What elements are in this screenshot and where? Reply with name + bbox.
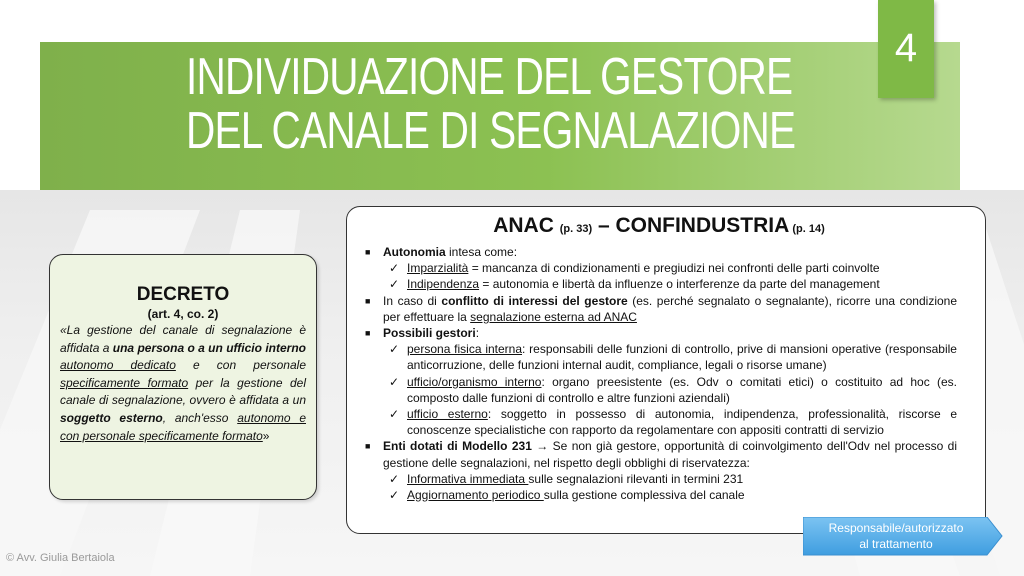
anac-title-main: ANAC	[493, 214, 560, 237]
item-text: intesa come:	[445, 245, 518, 259]
list-item	[361, 276, 957, 292]
callout-line-1: Responsabile/autorizzato	[828, 521, 964, 535]
anac-title-page: (p. 14)	[789, 223, 825, 235]
list-item	[361, 438, 957, 470]
check-icon: ✓	[389, 277, 400, 292]
title-line-2: DEL CANALE DI SEGNALAZIONE	[186, 102, 796, 160]
item-text: : organo preesistente (es. Odv o comitati etici) o costituito ad hoc (es. composto dalle funzioni di controllo e altre funzioni aziendali)	[407, 374, 957, 405]
quote-text: e con personale	[175, 358, 306, 373]
list-item	[361, 487, 957, 503]
item-text: = autonomia e libertà da influenze o interferenze da parte del management	[479, 277, 880, 292]
page-number-badge: 4	[878, 0, 934, 98]
decreto-box	[49, 254, 317, 500]
callout-arrow	[803, 517, 1003, 557]
anac-title-page: (p. 33)	[559, 223, 593, 235]
item-bold: Possibili gestori	[383, 326, 476, 341]
copyright-notice: © Avv. Giulia Bertaiola	[6, 552, 115, 564]
item-underlined: Imparzialità	[407, 261, 469, 276]
list-item	[361, 260, 957, 276]
quote-text: «La gestione del canale di segnalazione è affidata a	[60, 323, 306, 355]
item-text: = mancanza di condizionamenti e pregiudizi nei confronti delle parti coinvolte	[468, 261, 880, 276]
quote-underlined: autonomo e con personale specificamente formato	[60, 410, 306, 443]
check-icon: ✓	[389, 261, 400, 276]
item-bold: Enti dotati di Modello 231	[383, 439, 537, 454]
item-text: : responsabili delle funzioni di controllo, prive di mansioni operative (responsabile anticorruzione, delle funzioni internal audit, compliance, legali o risorse umane)	[407, 342, 957, 373]
anac-title	[361, 213, 957, 242]
decreto-reference: (art. 4, co. 2)	[147, 307, 219, 321]
title-line-1: INDIVIDUAZIONE DEL GESTORE	[186, 48, 793, 106]
quote-underlined: specificamente formato	[60, 375, 189, 390]
item-text: sulla gestione complessiva del canale	[543, 488, 745, 503]
item-text: (es. perché segnalato o segnalante), ricorre una condizione per effettuare la	[383, 293, 958, 324]
quote-bold: soggetto esterno	[60, 410, 163, 425]
quote-close: »	[262, 428, 270, 443]
list-item	[361, 325, 957, 341]
anac-list	[361, 244, 957, 503]
arrow-right-icon: →	[536, 439, 549, 454]
check-icon: ✓	[389, 488, 400, 503]
quote-text: per la gestione del canale di segnalazione, ovvero è affidata a un	[60, 375, 306, 408]
item-underlined: segnalazione esterna ad ANAC	[470, 309, 637, 324]
callout-line-2: al trattamento	[859, 537, 933, 551]
item-text: sulle segnalazioni rilevanti in termini 231	[528, 471, 744, 486]
item-underlined: persona fisica interna	[407, 342, 523, 357]
quote-bold: una persona o a un ufficio interno	[112, 340, 306, 355]
check-icon: ✓	[389, 342, 400, 357]
list-item	[361, 374, 957, 406]
callout-label	[803, 520, 989, 552]
decreto-title: DECRETO	[136, 284, 230, 305]
check-icon: ✓	[389, 374, 400, 389]
item-underlined: ufficio/organismo interno	[407, 374, 542, 389]
item-underlined: Informativa immediata	[407, 471, 529, 486]
list-item	[361, 471, 957, 487]
square-bullet-icon: ■	[365, 247, 371, 257]
list-item	[361, 406, 957, 438]
item-text: :	[475, 326, 480, 341]
list-item	[361, 341, 957, 373]
square-bullet-icon: ■	[365, 328, 371, 339]
item-underlined: Indipendenza	[407, 277, 480, 292]
item-bold: conflitto di interessi del gestore	[441, 293, 628, 308]
anac-box	[346, 206, 986, 534]
square-bullet-icon: ■	[365, 441, 371, 452]
item-text: Se non già gestore, opportunità di coinvolgimento dell'Odv nel processo di gestione delle segnalazioni, nel rispetto degli obblighi di riservatezza:	[383, 439, 958, 470]
decreto-quote	[60, 322, 306, 445]
item-text: In caso di	[383, 293, 442, 308]
item-text: : soggetto in possesso di autonomia, indipendenza, professionalità, riscorse e conoscenze specialistiche con rapporto da regolamentare con appositi contratti di servizio	[407, 407, 958, 438]
item-underlined: ufficio esterno	[407, 407, 488, 422]
square-bullet-icon: ■	[365, 295, 371, 306]
list-item	[361, 293, 957, 325]
item-bold: Autonomia	[383, 245, 446, 259]
quote-text: , anch'esso	[162, 410, 238, 425]
anac-title-main: – CONFINDUSTRIA	[592, 214, 790, 237]
item-underlined: Aggiornamento periodico	[407, 488, 544, 503]
check-icon: ✓	[389, 471, 400, 486]
check-icon: ✓	[389, 407, 400, 422]
list-item	[361, 244, 957, 260]
quote-underlined: autonomo dedicato	[60, 358, 176, 373]
page-title	[186, 48, 796, 160]
